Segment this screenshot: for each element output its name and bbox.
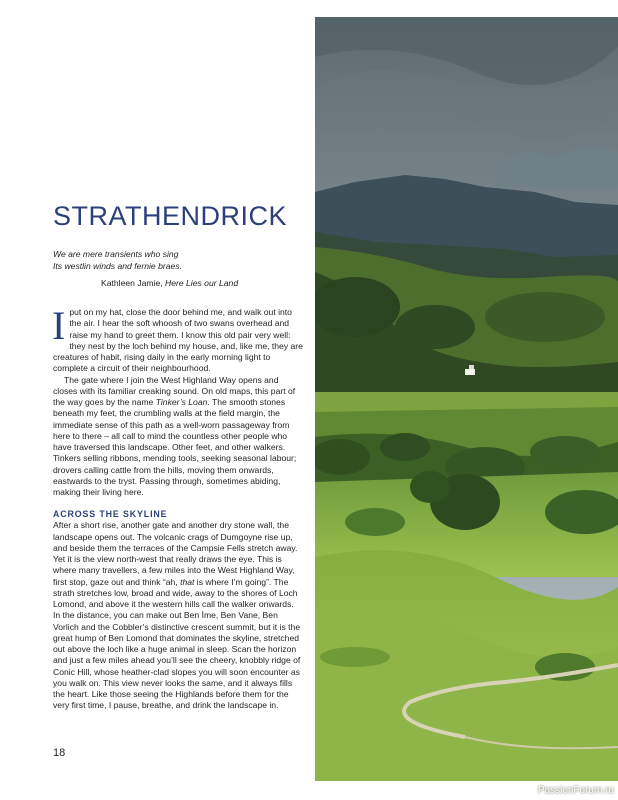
section-subheading: ACROSS THE SKYLINE [53, 509, 168, 520]
paragraph-1-text: put on my hat, close the door behind me, and walk out into the air. I hear the soft whoosh of two swans overhead and raise my hand to greet them. I know this old pair very well: they nest by the loch behind my house, and, like me, they are creatures of habit, rising daily in the early morning light to complete a circuit of their neighbourhood. [53, 307, 303, 374]
paragraph-2 [53, 375, 303, 499]
paragraph-3 [53, 520, 303, 711]
watermark: PassionForum.ru [537, 785, 614, 796]
page-title: STRATHENDRICK [53, 201, 288, 231]
page-number: 18 [53, 747, 66, 759]
epigraph-attribution [101, 278, 238, 288]
drop-cap: I [52, 303, 66, 348]
epigraph-work: Here Lies our Land [165, 278, 239, 288]
paragraph-3-emphasis: that [180, 576, 195, 587]
paragraph-2-text-b: . The smooth stones beneath my feet, the crumbling walls at the field margin, the immediate sense of this path as a well-worn passageway from here to there – all call to mind the countless other people who have traversed this landscape. Other feet, and other walkers. Tinkers selling ribbons, mending tools, seeking seasonal labour; drovers calling cattle from the hills, moving them onwards, eastwards to the tryst. Passing through, sometimes abiding, making their living here. [53, 397, 297, 497]
paragraph-2-emphasis: Tinker’s Loan [155, 397, 208, 407]
paragraph-3-text-a: After a short rise, another gate and another dry stone wall, the landscape opens out. The volcanic crags of Dumgoyne rise up, and beside them the terraces of the Campsie Fells stretch away. Yet it is the view north-west that really draws the eye. This is where many travellers, a few miles into the West Highland Way, first stop, gaze out and think “ah, [53, 520, 298, 587]
epigraph-line-2: Its westlin winds and fernie braes. [53, 260, 182, 271]
landscape-photo [315, 17, 618, 781]
epigraph-author: Kathleen Jamie, [101, 278, 163, 288]
paragraph-1 [52, 303, 303, 375]
paragraph-2-text-a: The gate where I join the West Highland Way opens and closes with its familiar creaking sound. On old maps, this part of the way goes by the name [53, 374, 296, 407]
article-body [52, 303, 303, 712]
epigraph [53, 249, 182, 272]
paragraph-3-text-b: is where I’m going”. The strath stretches low, broad and wide, away to the shores of Loch Lomond, and above it the western hills call the walker onwards. In the distance, you can make out Ben Ìme, Ben Vane, Ben Vorlich and the Cobbler’s distinctive crescent summit, but it is the great hump of Ben Lomond that dominates the skyline, stretched out above the loch like a huge animal in sleep. Scan the horizon and just a few miles ahead you’ll see the cheery, knobbly ridge of Conic Hill, whose heather-clad slopes you will soon encounter as you walk on. This view never looks the same, and it always fills the heart. Like those seeing the Highlands before them for the very first time, I pause, breathe, and drink the landscape in. [53, 576, 301, 711]
epigraph-line-1: We are mere transients who sing [53, 249, 179, 259]
